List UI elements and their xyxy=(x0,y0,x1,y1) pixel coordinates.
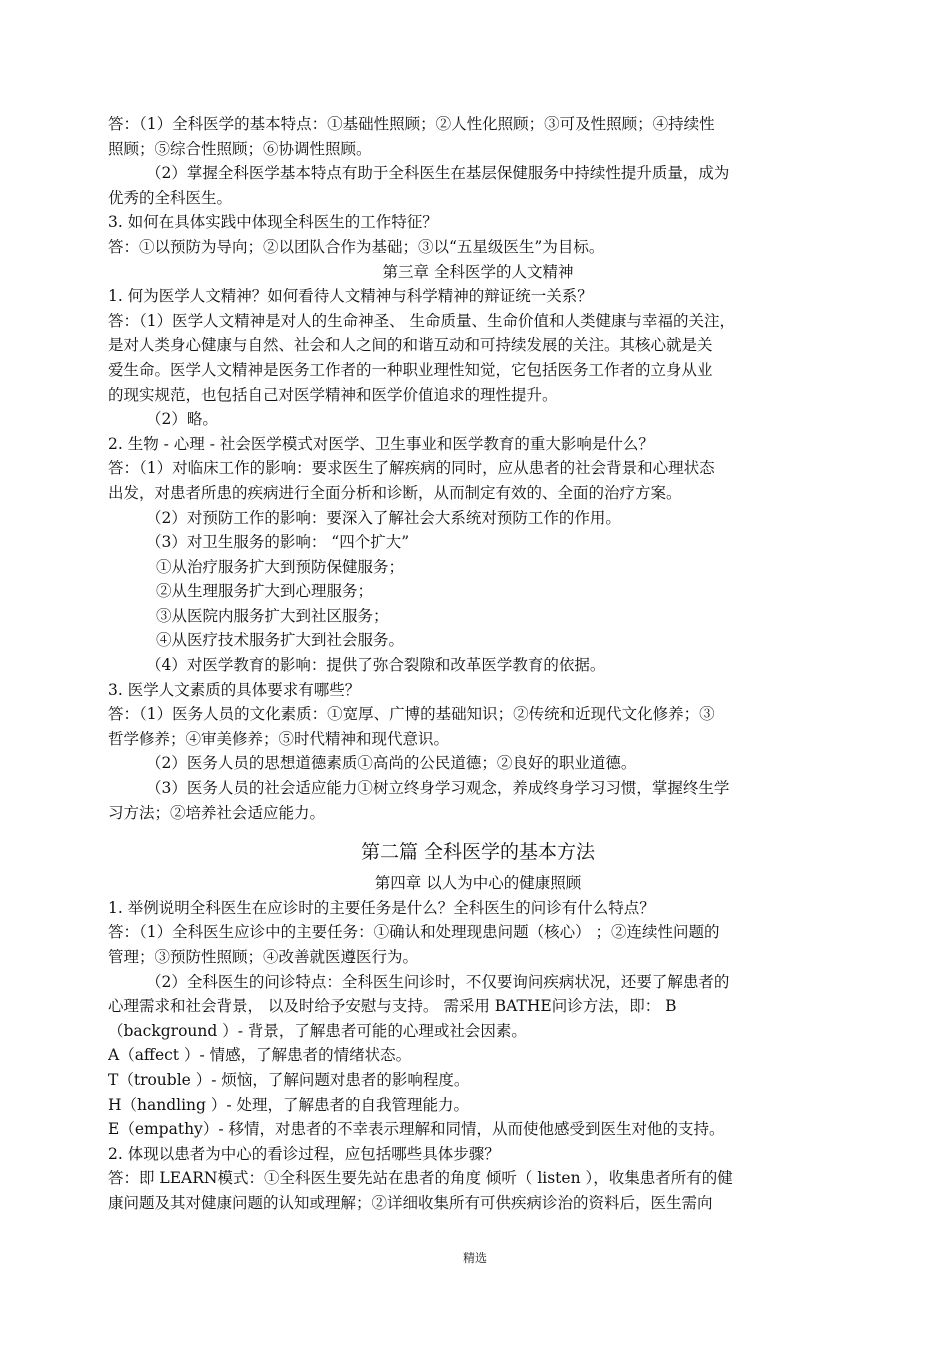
text-line: 答：①以预防为导向；②以团队合作为基础；③以“五星级医生”为目标。 xyxy=(108,237,605,256)
text-line: T（trouble ）- 烦恼，了解问题对患者的影响程度。 xyxy=(108,1070,470,1089)
text-line: 心理需求和社会背景， 以及时给予安慰与支持。 需采用 BATHE问诊方法，即： B xyxy=(108,997,677,1016)
text-line: A（affect ）- 情感，了解患者的情绪状态。 xyxy=(108,1046,412,1065)
text-line: （background ）- 背景，了解患者可能的心理或社会因素。 xyxy=(108,1021,527,1040)
text-line: 哲学修养；④审美修养；⑤时代精神和现代意识。 xyxy=(108,729,450,748)
text-line: （2）全科医生的问诊特点：全科医生问诊时，不仅要询问疾病状况，还要了解患者的 xyxy=(146,972,730,991)
text-line: 是对人类身心健康与自然、社会和人之间的和谐互动和可持续发展的关注。其核心就是关 xyxy=(108,336,713,355)
text-line: 答：（1）全科医生应诊中的主要任务：①确认和处理现患问题（核心） ；②连续性问题的 xyxy=(108,923,720,942)
text-line: （3）医务人员的社会适应能力①树立终身学习观念，养成终身学习习惯，掌握终生学 xyxy=(146,779,730,798)
text-line: （2）医务人员的思想道德素质①高尚的公民道德；②良好的职业道德。 xyxy=(146,754,637,773)
list-item: ④从医疗技术服务扩大到社会服务。 xyxy=(156,631,405,650)
text-line: 康问题及其对健康问题的认知或理解；②详细收集所有可供疾病诊治的资料后，医生需向 xyxy=(108,1193,713,1212)
question-heading: 3. 医学人文素质的具体要求有哪些？ xyxy=(108,680,361,699)
text-line: （3）对卫生服务的影响： “四个扩大” xyxy=(146,533,410,552)
text-line: （4）对医学教育的影响：提供了弥合裂隙和改革医学教育的依据。 xyxy=(146,656,606,675)
text-line: （2）掌握全科医学基本特点有助于全科医生在基层保健服务中持续性提升质量，成为 xyxy=(146,164,730,183)
text-line: 出发，对患者所患的疾病进行全面分析和诊断，从而制定有效的、全面的治疗方案。 xyxy=(108,483,682,502)
text-line: 优秀的全科医生。 xyxy=(108,188,233,207)
question-heading: 2. 生物 - 心理 - 社会医学模式对医学、卫生事业和医学教育的重大影响是什么？ xyxy=(108,434,654,453)
text-line: 答：（1）全科医学的基本特点：①基础性照顾；②人性化照顾；③可及性照顾；④持续性 xyxy=(108,115,715,133)
question-heading: 1. 何为医学人文精神？如何看待人文精神与科学精神的辩证统一关系？ xyxy=(108,287,593,306)
text-line: （2）略。 xyxy=(146,410,218,429)
chapter-title: 第三章 全科医学的人文精神 xyxy=(382,262,574,281)
text-line: 习方法；②培养社会适应能力。 xyxy=(108,803,326,822)
text-line: 答：即 LEARN模式：①全科医生要先站在患者的角度 倾听（ listen ），收集患者所有的健 xyxy=(108,1169,733,1188)
document-body xyxy=(108,112,848,1216)
text-line: H（handling ）- 处理，了解患者的自我管理能力。 xyxy=(108,1095,470,1114)
page-footer: 精选 xyxy=(462,1251,487,1265)
question-heading: 2. 体现以患者为中心的看诊过程，应包括哪些具体步骤？ xyxy=(108,1144,500,1163)
text-line: 答：（1）医学人文精神是对人的生命神圣、 生命质量、生命价值和人类健康与幸福的关注， xyxy=(108,311,736,330)
question-heading: 1. 举例说明全科医生在应诊时的主要任务是什么？全科医生的问诊有什么特点？ xyxy=(108,898,655,917)
text-line: 答：（1）医务人员的文化素质：①宽厚、广博的基础知识；②传统和近现代文化修养；③ xyxy=(108,705,715,724)
list-item: ①从治疗服务扩大到预防保健服务； xyxy=(156,557,405,576)
list-item: ②从生理服务扩大到心理服务； xyxy=(156,582,374,601)
text-line: 爱生命。医学人文精神是医务工作者的一种职业理性知觉，它包括医务工作者的立身从业 xyxy=(108,360,713,379)
text-line: 管理；③预防性照顾；④改善就医遵医行为。 xyxy=(108,948,419,966)
list-item: ③从医院内服务扩大到社区服务； xyxy=(156,606,389,625)
text-line: （2）对预防工作的影响：要深入了解社会大系统对预防工作的作用。 xyxy=(146,508,621,527)
question-heading: 3. 如何在具体实践中体现全科医生的工作特征？ xyxy=(108,213,438,232)
chapter-title: 第四章 以人为中心的健康照顾 xyxy=(374,874,582,893)
text-line: 照顾；⑤综合性照顾；⑥协调性照顾。 xyxy=(108,139,372,158)
part-title: 第二篇 全科医学的基本方法 xyxy=(360,841,596,864)
text-line: 答：（1）对临床工作的影响：要求医生了解疾病的同时，应从患者的社会背景和心理状态 xyxy=(108,459,715,478)
text-line: E（empathy）- 移情，对患者的不幸表示理解和同情，从而使他感受到医生对他的支持。 xyxy=(108,1120,725,1139)
text-line: 的现实规范，也包括自己对医学精神和医学价值追求的理性提升。 xyxy=(108,385,558,404)
